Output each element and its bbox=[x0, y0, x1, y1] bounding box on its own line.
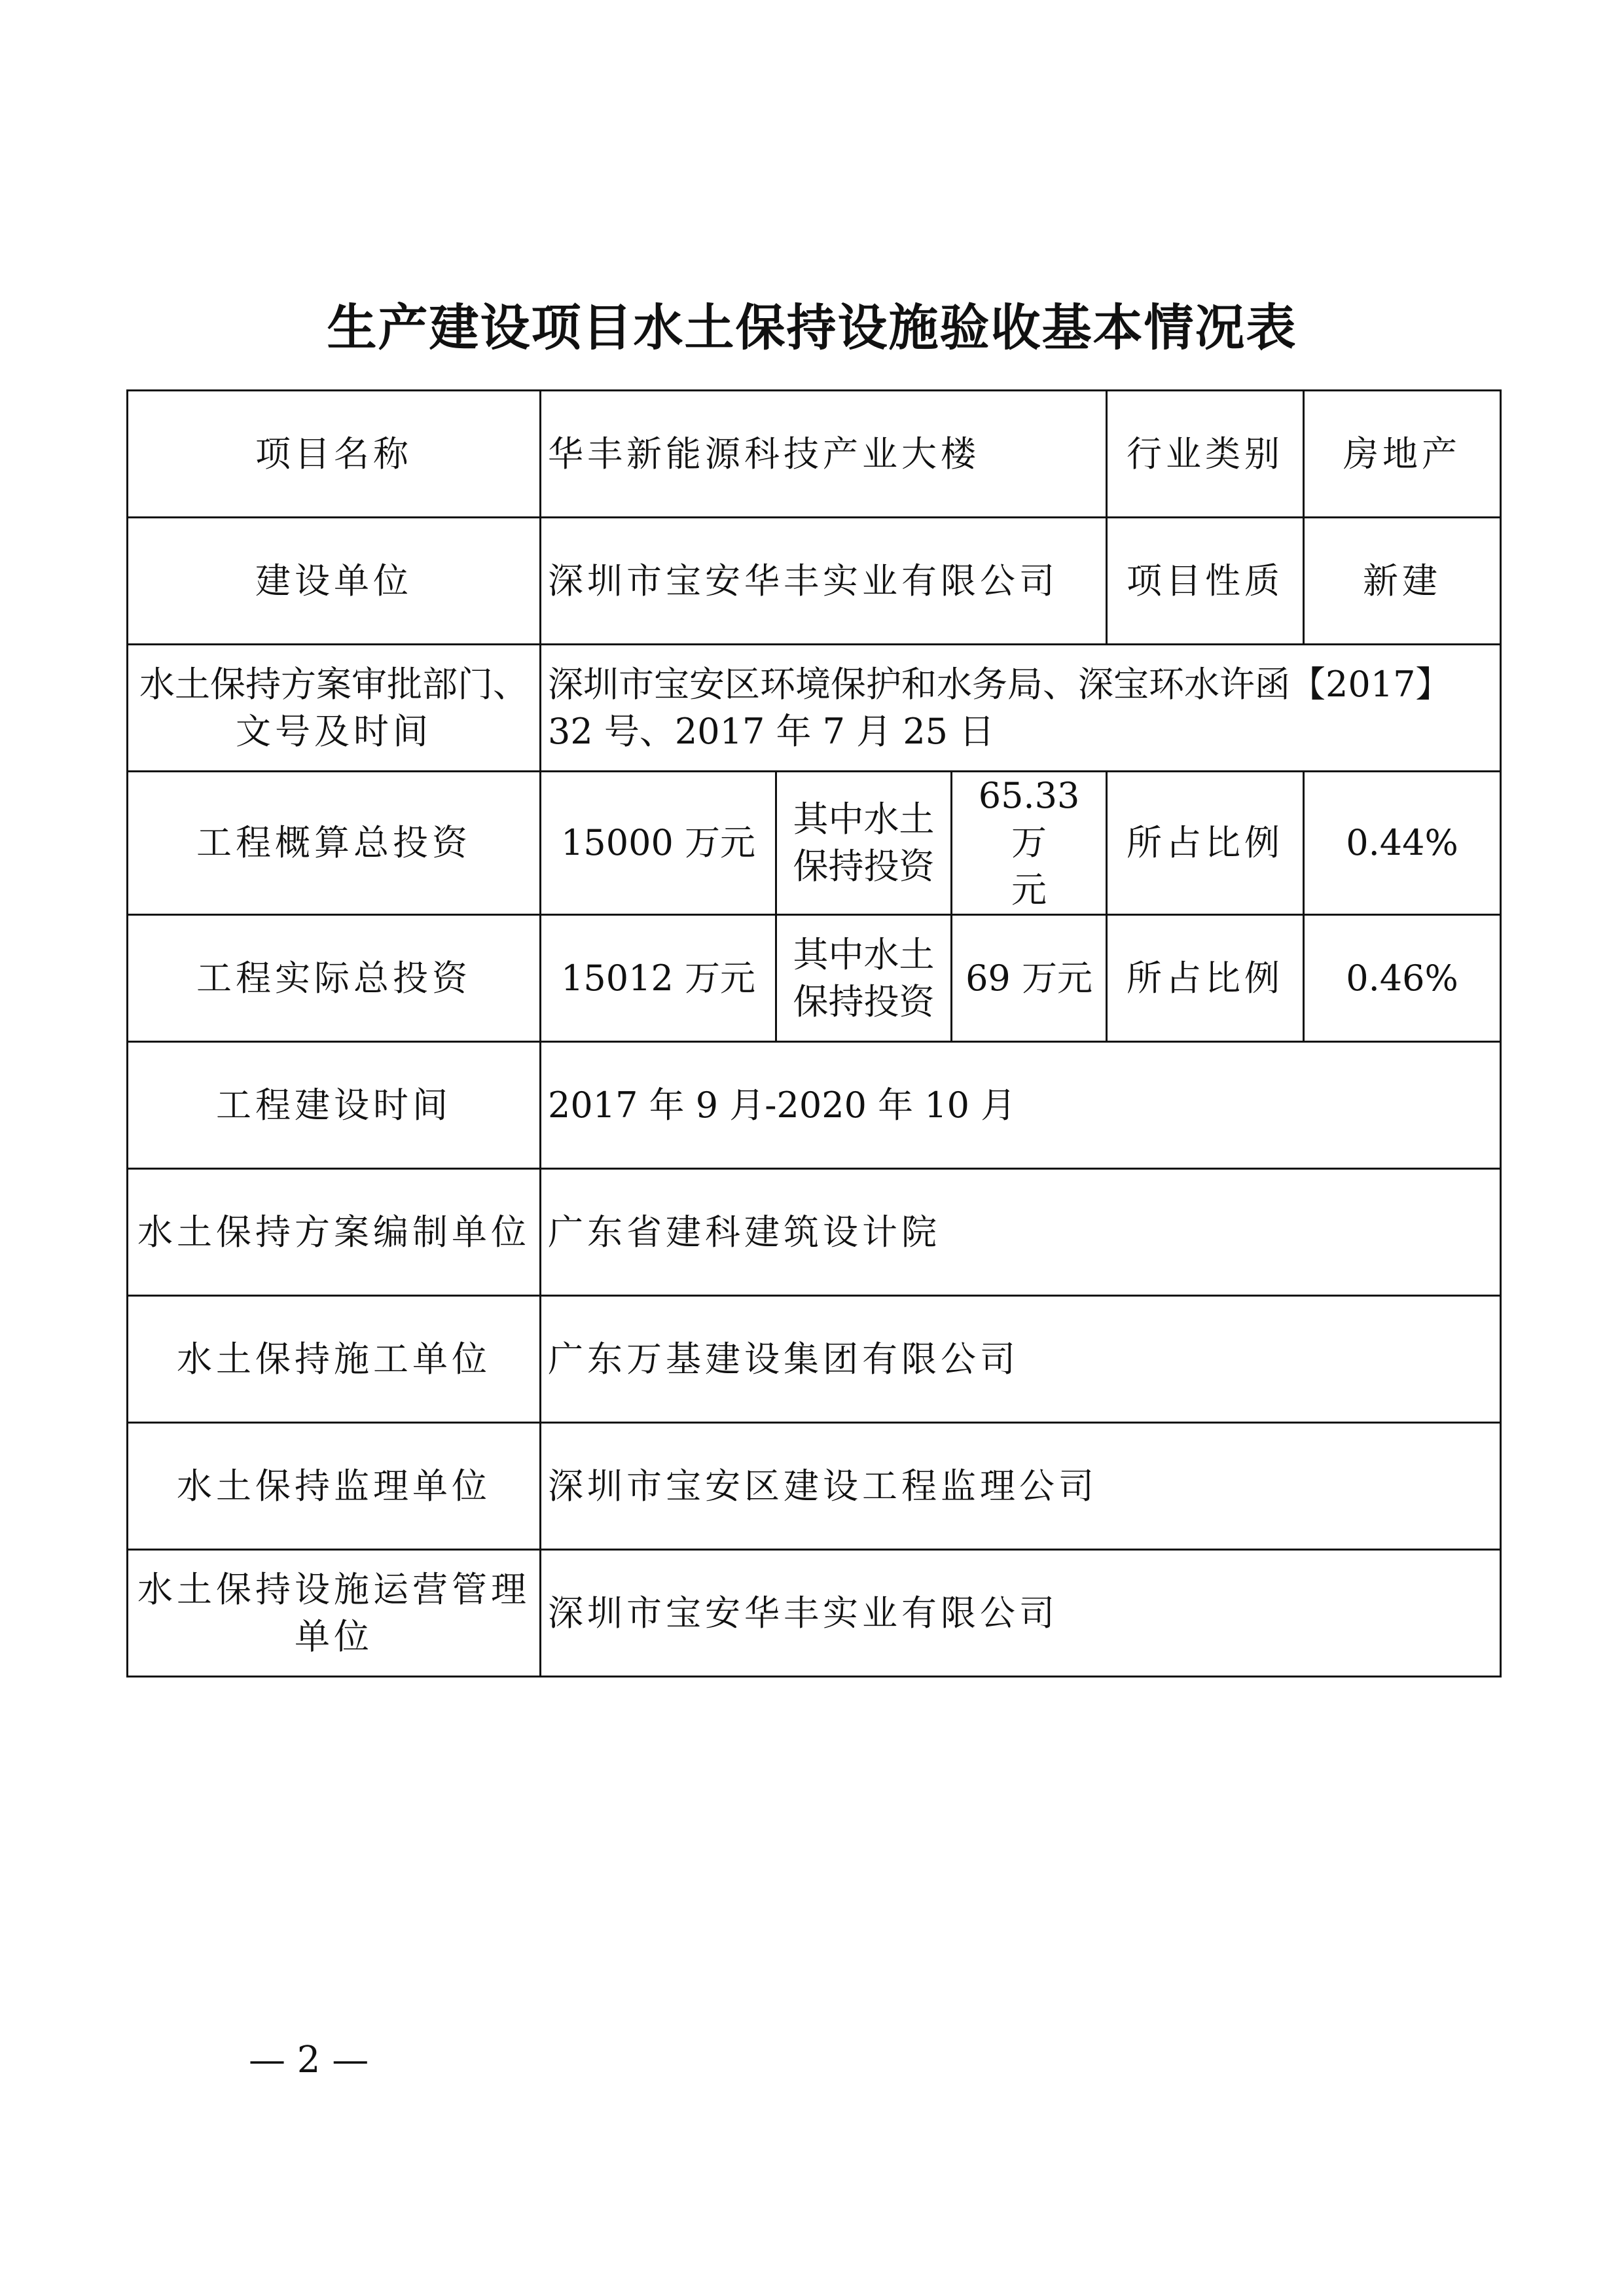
budget-swc-investment-label: 其中水土 保持投资 bbox=[776, 772, 952, 915]
actual-swc-investment-label: 其中水土 保持投资 bbox=[776, 915, 952, 1042]
table-row bbox=[128, 1169, 1501, 1296]
approval-value-line2: 32 号、2017 年 7 月 25 日 bbox=[548, 710, 995, 752]
project-nature-label: 项目性质 bbox=[1107, 518, 1304, 645]
project-name-label: 项目名称 bbox=[128, 391, 541, 518]
table-row bbox=[128, 772, 1501, 915]
project-name-value: 华丰新能源科技产业大楼 bbox=[541, 391, 1107, 518]
project-nature-value: 新建 bbox=[1304, 518, 1501, 645]
page-number: — 2 — bbox=[249, 2039, 369, 2081]
table-row bbox=[128, 915, 1501, 1042]
actual-investment-label: 工程实际总投资 bbox=[128, 915, 541, 1042]
construction-period-label: 工程建设时间 bbox=[128, 1042, 541, 1169]
actual-swc-investment-value: 69 万元 bbox=[952, 915, 1107, 1042]
construction-period-value: 2017 年 9 月-2020 年 10 月 bbox=[541, 1042, 1501, 1169]
industry-label: 行业类别 bbox=[1107, 391, 1304, 518]
approval-label-line1: 水土保持方案审批部门、 bbox=[139, 663, 528, 705]
budget-swc-investment-value: 65.33 万 元 bbox=[952, 772, 1107, 915]
basic-info-table bbox=[126, 389, 1502, 1677]
table-row bbox=[128, 1042, 1501, 1169]
actual-investment-value: 15012 万元 bbox=[541, 915, 776, 1042]
plan-unit-label: 水土保持方案编制单位 bbox=[128, 1169, 541, 1296]
table-row bbox=[128, 518, 1501, 645]
plan-unit-value: 广东省建科建筑设计院 bbox=[541, 1169, 1501, 1296]
approval-label-line2: 文号及时间 bbox=[236, 710, 432, 752]
construction-unit-label: 水土保持施工单位 bbox=[128, 1296, 541, 1423]
actual-ratio-label: 所占比例 bbox=[1107, 915, 1304, 1042]
table-row bbox=[128, 391, 1501, 518]
budget-ratio-value: 0.44% bbox=[1304, 772, 1501, 915]
supervision-unit-label: 水土保持监理单位 bbox=[128, 1423, 541, 1550]
industry-value: 房地产 bbox=[1304, 391, 1501, 518]
supervision-unit-value: 深圳市宝安区建设工程监理公司 bbox=[541, 1423, 1501, 1550]
construction-unit-value: 广东万基建设集团有限公司 bbox=[541, 1296, 1501, 1423]
table-row bbox=[128, 1296, 1501, 1423]
approval-value-line1: 深圳市宝安区环境保护和水务局、深宝环水许函【2017】 bbox=[548, 663, 1451, 705]
budget-investment-value: 15000 万元 bbox=[541, 772, 776, 915]
approval-label bbox=[128, 645, 541, 772]
budget-ratio-label: 所占比例 bbox=[1107, 772, 1304, 915]
table-row bbox=[128, 645, 1501, 772]
builder-value: 深圳市宝安华丰实业有限公司 bbox=[541, 518, 1107, 645]
table-row bbox=[128, 1550, 1501, 1677]
actual-ratio-value: 0.46% bbox=[1304, 915, 1501, 1042]
builder-label: 建设单位 bbox=[128, 518, 541, 645]
operation-unit-label: 水土保持设施运营管理 单位 bbox=[128, 1550, 541, 1677]
approval-value bbox=[541, 645, 1501, 772]
budget-investment-label: 工程概算总投资 bbox=[128, 772, 541, 915]
operation-unit-value: 深圳市宝安华丰实业有限公司 bbox=[541, 1550, 1501, 1677]
table-row bbox=[128, 1423, 1501, 1550]
document-title: 生产建设项目水土保持设施验收基本情况表 bbox=[327, 298, 1297, 357]
